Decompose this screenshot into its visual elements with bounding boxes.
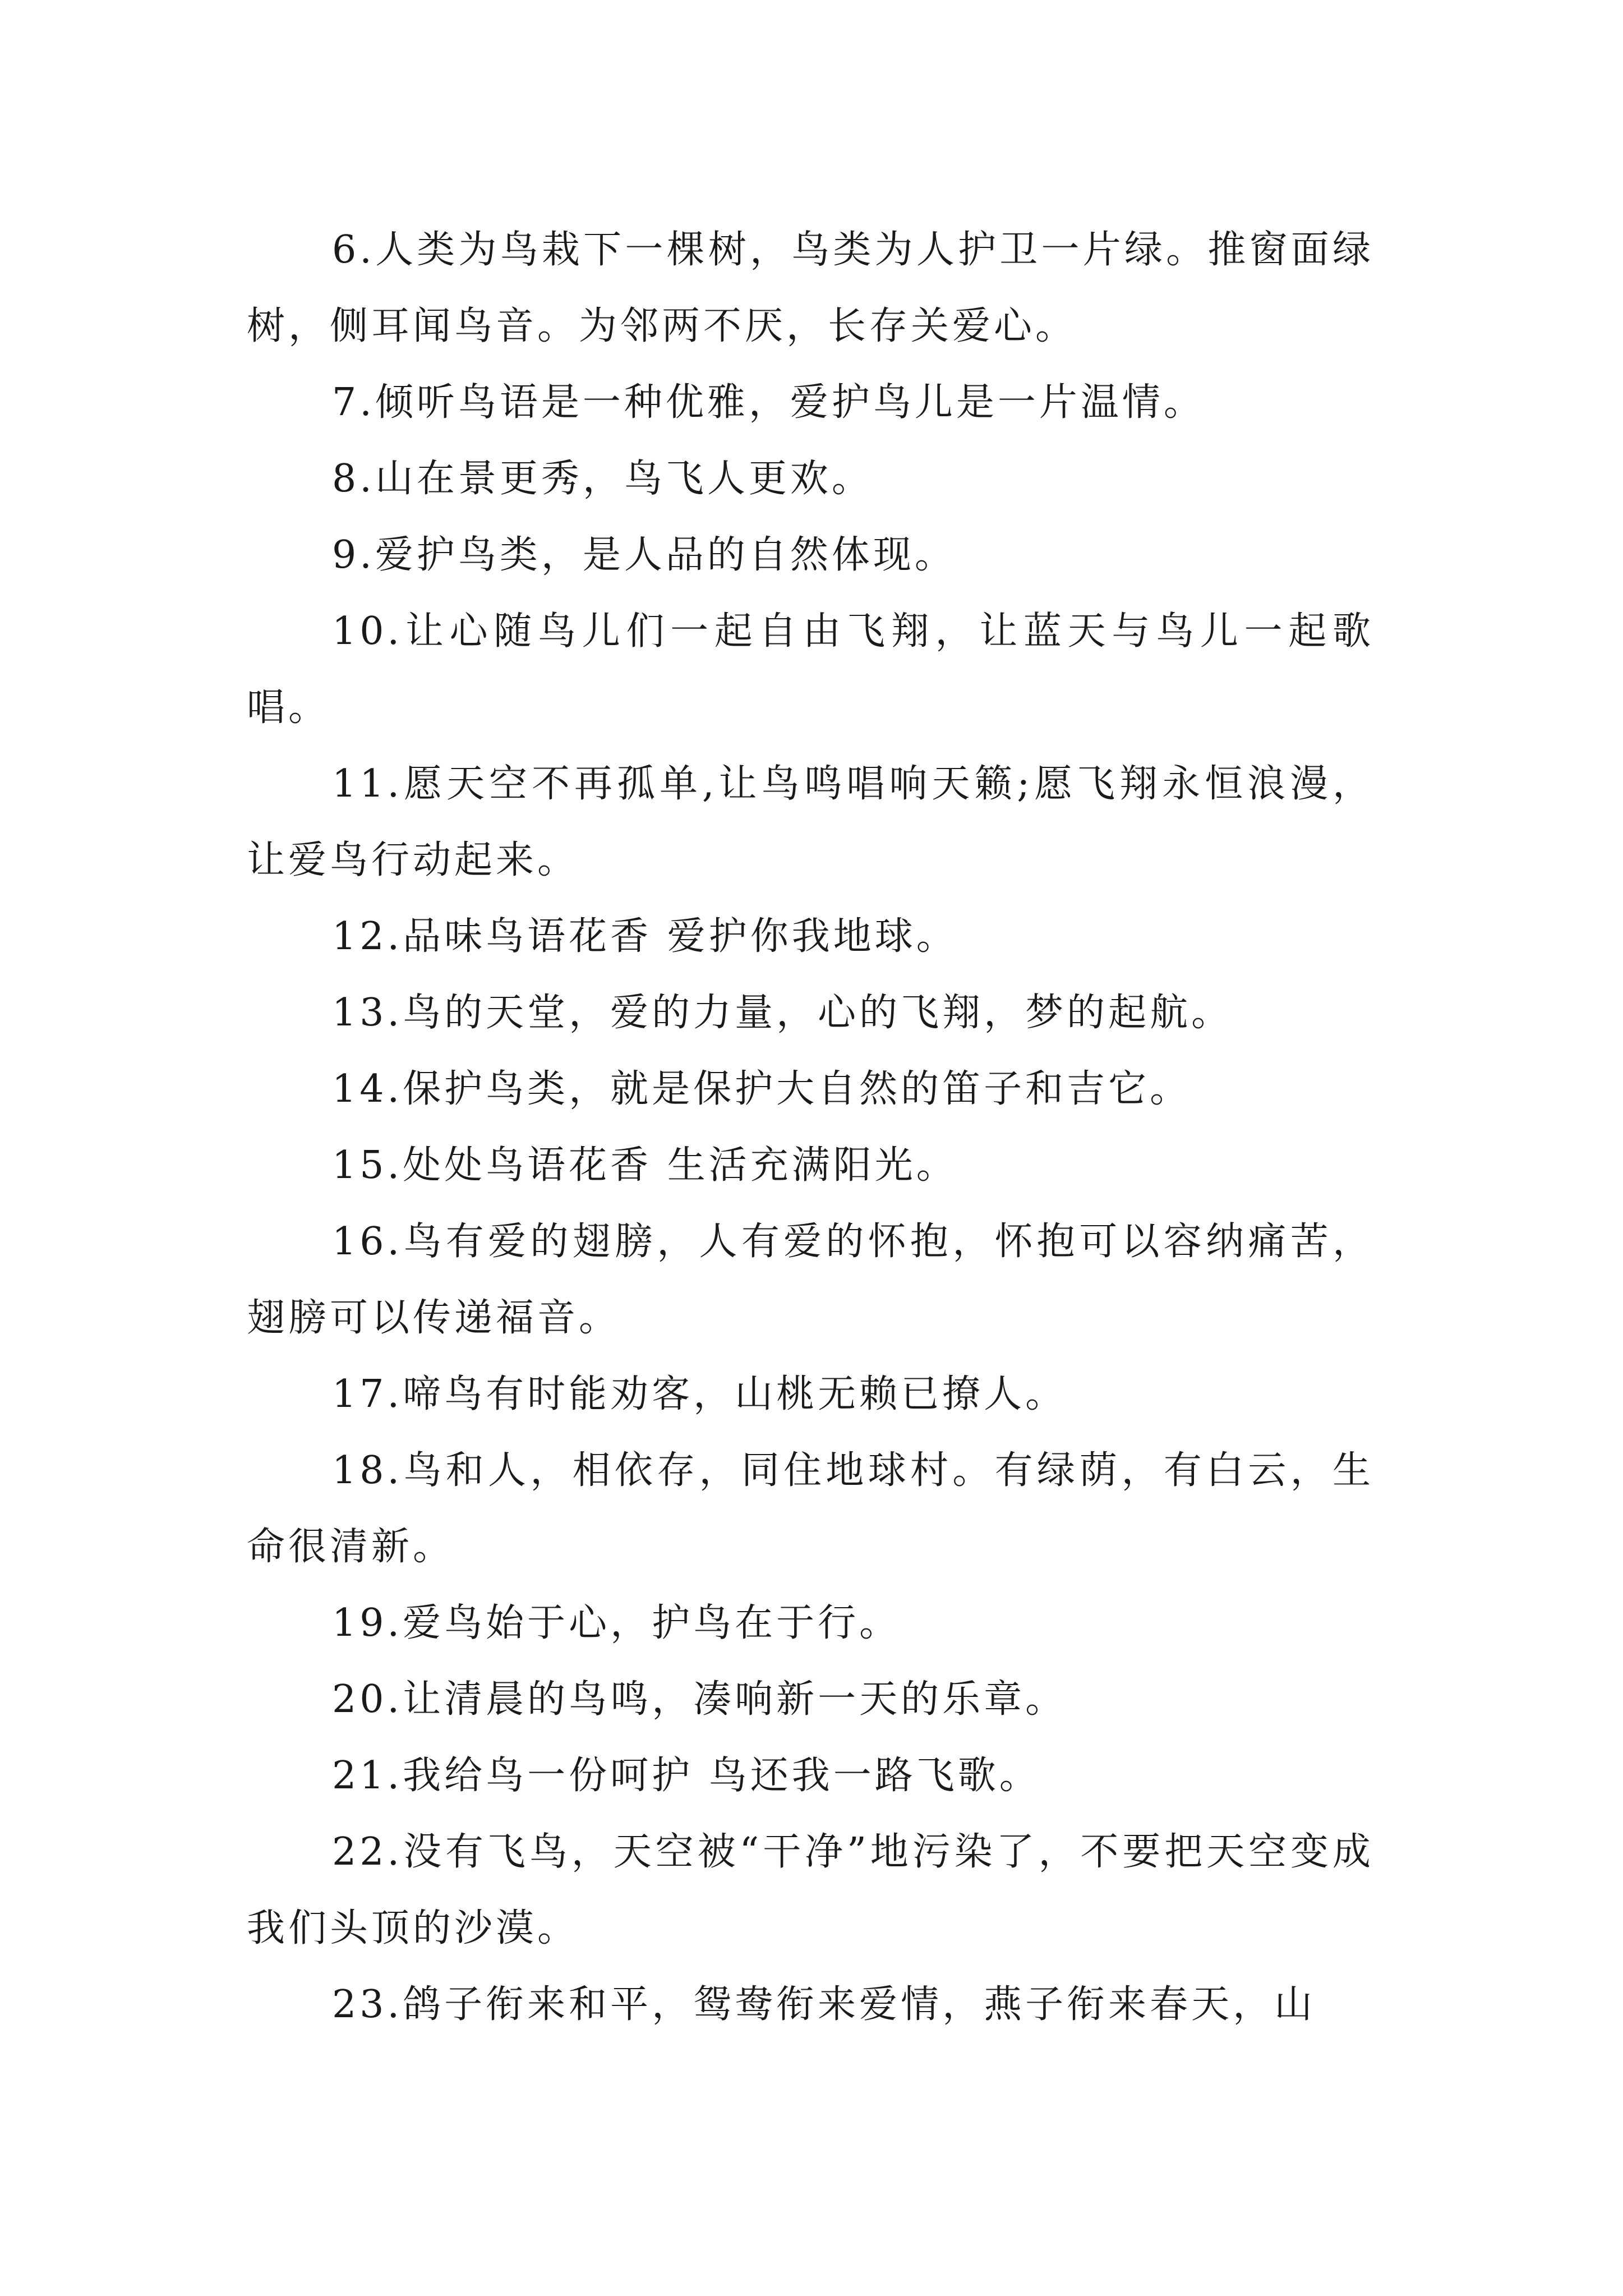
paragraph: 11.愿天空不再孤单,让鸟鸣唱响天籁;愿飞翔永恒浪漫，让爱鸟行动起来。 [247,762,1374,882]
paragraph: 21.我给鸟一份呵护 鸟还我一路飞歌。 [332,1754,1041,1798]
paragraph: 8.山在景更秀，鸟飞人更欢。 [332,457,873,501]
paragraph: 7.倾听鸟语是一种优雅，爱护鸟儿是一片温情。 [332,380,1205,425]
paragraph: 10.让心随鸟儿们一起自由飞翔，让蓝天与鸟儿一起歌唱。 [247,609,1374,730]
paragraph: 9.爱护鸟类，是人品的自然体现。 [332,533,956,577]
document-body [247,212,1374,2043]
paragraph: 6.人类为鸟栽下一棵树，鸟类为人护卫一片绿。推窗面绿树，侧耳闻鸟音。为邻两不厌，长存关爱心。 [247,228,1374,348]
paragraph: 19.爱鸟始于心，护鸟在于行。 [332,1601,901,1645]
paragraph: 22.没有飞鸟，天空被“干净”地污染了，不要把天空变成我们头顶的沙漠。 [247,1830,1374,1950]
paragraph: 13.鸟的天堂，爱的力量，心的飞翔，梦的起航。 [332,991,1233,1035]
paragraph: 20.让清晨的鸟鸣，凑响新一天的乐章。 [332,1677,1067,1722]
paragraph: 23.鸽子衔来和平，鸳鸯衔来爱情，燕子衔来春天，山 [332,1982,1316,2027]
paragraph: 14.保护鸟类，就是保护大自然的笛子和吉它。 [332,1067,1192,1111]
paragraph: 16.鸟有爱的翅膀，人有爱的怀抱，怀抱可以容纳痛苦，翅膀可以传递福音。 [247,1220,1374,1340]
paragraph: 12.品味鸟语花香 爱护你我地球。 [332,914,958,959]
paragraph: 15.处处鸟语花香 生活充满阳光。 [332,1143,958,1188]
paragraph: 18.鸟和人，相依存，同住地球村。有绿荫，有白云，生命很清新。 [247,1448,1374,1569]
paragraph: 17.啼鸟有时能劝客，山桃无赖已撩人。 [332,1372,1067,1416]
